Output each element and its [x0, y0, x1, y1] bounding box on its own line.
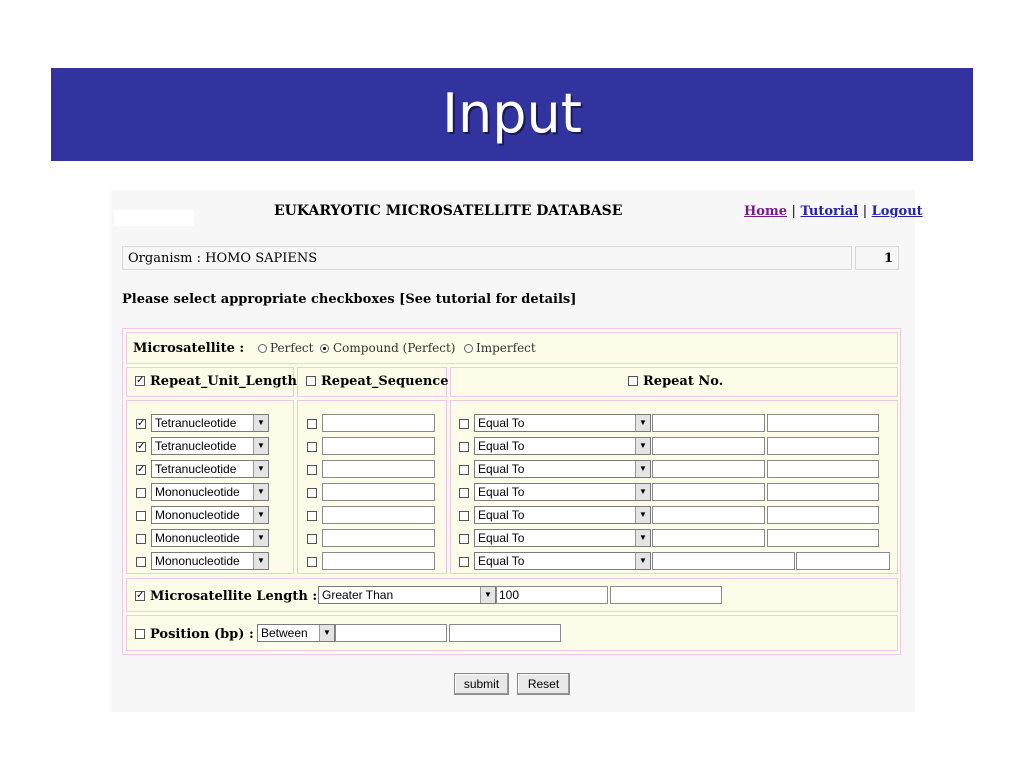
repeat-no-operator-select[interactable] — [474, 460, 651, 478]
position-from-input[interactable] — [335, 624, 447, 642]
repeat-sequence-row-checkbox[interactable] — [307, 419, 317, 429]
chevron-down-icon: ▼ — [253, 553, 268, 569]
chevron-down-icon: ▼ — [635, 530, 650, 546]
microsatellite-length-operator-select[interactable] — [318, 586, 496, 604]
repeat-sequence-input[interactable] — [322, 506, 435, 524]
repeat-no-operator-value: Equal To — [478, 508, 525, 522]
chevron-down-icon: ▼ — [635, 553, 650, 569]
repeat-unit-select[interactable] — [151, 460, 269, 478]
repeat-no-min-input[interactable] — [652, 483, 765, 501]
repeat-no-row-checkbox[interactable] — [459, 534, 469, 544]
repeat-unit-row-checkbox[interactable]: ✓ — [137, 418, 146, 429]
repeat-unit-row-checkbox[interactable] — [136, 488, 146, 498]
repeat-no-operator-select[interactable] — [474, 529, 651, 547]
repeat-no-operator-value: Equal To — [478, 439, 525, 453]
radio-compound-perfect[interactable] — [320, 344, 329, 353]
radio-compound-perfect-label: Compound (Perfect) — [333, 341, 456, 355]
repeat-no-operator-value: Equal To — [478, 485, 525, 499]
repeat-sequence-input[interactable] — [322, 552, 435, 570]
database-title: EUKARYOTIC MICROSATELLITE DATABASE — [274, 203, 623, 219]
radio-perfect[interactable] — [258, 344, 267, 353]
reset-button[interactable]: Reset — [517, 673, 570, 695]
chevron-down-icon: ▼ — [635, 507, 650, 523]
slide-banner — [51, 68, 973, 161]
repeat-no-max-input[interactable] — [767, 437, 879, 455]
microsatellite-length-label: Microsatellite Length : — [150, 589, 318, 604]
repeat-unit-select-value: Mononucleotide — [155, 554, 240, 568]
repeat-no-max-input[interactable] — [767, 506, 879, 524]
repeat-no-operator-value: Equal To — [478, 554, 525, 568]
chevron-down-icon: ▼ — [253, 438, 268, 454]
chevron-down-icon: ▼ — [480, 587, 495, 603]
repeat-unit-select-value: Mononucleotide — [155, 531, 240, 545]
radio-perfect-label: Perfect — [270, 341, 314, 355]
repeat-unit-select-value: Tetranucleotide — [155, 416, 237, 430]
organism-label: Organism : HOMO SAPIENS — [122, 246, 852, 270]
repeat-no-min-input[interactable] — [652, 506, 765, 524]
repeat-no-checkbox[interactable] — [628, 376, 638, 386]
chevron-down-icon: ▼ — [635, 438, 650, 454]
repeat-sequence-row-checkbox[interactable] — [307, 534, 317, 544]
nav-separator: | — [862, 204, 868, 219]
position-operator-value: Between — [261, 626, 308, 640]
repeat-no-max-input[interactable] — [767, 414, 879, 432]
position-to-input[interactable] — [449, 624, 561, 642]
repeat-unit-length-label: Repeat_Unit_Length — [150, 374, 298, 389]
repeat-unit-select-value: Mononucleotide — [155, 485, 240, 499]
repeat-sequence-input[interactable] — [322, 529, 435, 547]
chevron-down-icon: ▼ — [253, 530, 268, 546]
repeat-no-label: Repeat No. — [643, 374, 724, 389]
radio-imperfect-label: Imperfect — [476, 341, 536, 355]
chevron-down-icon: ▼ — [635, 461, 650, 477]
repeat-sequence-row-checkbox[interactable] — [307, 488, 317, 498]
repeat-no-operator-select[interactable] — [474, 552, 651, 570]
repeat-unit-select[interactable] — [151, 552, 269, 570]
home-link[interactable]: Home — [744, 204, 787, 219]
instructions-text: Please select appropriate checkboxes [See tutorial for details] — [122, 292, 577, 307]
repeat-sequence-row-checkbox[interactable] — [307, 442, 317, 452]
repeat-no-min-input[interactable] — [652, 437, 765, 455]
repeat-unit-row-checkbox[interactable] — [136, 534, 146, 544]
microsatellite-length-checkbox[interactable]: ✓ — [136, 590, 145, 601]
repeat-unit-select[interactable] — [151, 437, 269, 455]
repeat-no-operator-select[interactable] — [474, 437, 651, 455]
repeat-unit-select[interactable] — [151, 529, 269, 547]
repeat-no-max-input[interactable] — [767, 483, 879, 501]
repeat-sequence-input[interactable] — [322, 414, 435, 432]
repeat-no-row-checkbox[interactable] — [459, 511, 469, 521]
repeat-no-operator-select[interactable] — [474, 506, 651, 524]
repeat-no-max-input[interactable] — [796, 552, 890, 570]
chevron-down-icon: ▼ — [635, 484, 650, 500]
repeat-no-operator-value: Equal To — [478, 416, 525, 430]
repeat-unit-select[interactable] — [151, 506, 269, 524]
repeat-sequence-row-checkbox[interactable] — [307, 557, 317, 567]
repeat-unit-row-checkbox[interactable]: ✓ — [137, 464, 146, 475]
repeat-no-operator-value: Equal To — [478, 531, 525, 545]
repeat-unit-row-checkbox[interactable] — [136, 511, 146, 521]
repeat-sequence-input[interactable] — [322, 460, 435, 478]
repeat-sequence-input[interactable] — [322, 437, 435, 455]
repeat-no-min-input[interactable] — [652, 529, 765, 547]
repeat-sequence-label: Repeat_Sequence — [321, 374, 449, 389]
microsatellite-label: Microsatellite : — [133, 341, 245, 356]
submit-button[interactable]: submit — [454, 673, 509, 695]
repeat-unit-select[interactable] — [151, 414, 269, 432]
repeat-sequence-row-checkbox[interactable] — [307, 465, 317, 475]
chevron-down-icon: ▼ — [635, 415, 650, 431]
radio-imperfect[interactable] — [464, 344, 473, 353]
repeat-sequence-input[interactable] — [322, 483, 435, 501]
chevron-down-icon: ▼ — [253, 415, 268, 431]
position-label: Position (bp) : — [150, 627, 254, 642]
nav-links — [744, 204, 923, 219]
microsatellite-length-value2-input[interactable] — [610, 586, 722, 604]
nav-separator: | — [791, 204, 796, 219]
repeat-sequence-checkbox[interactable] — [306, 376, 316, 386]
repeat-unit-select-value: Tetranucleotide — [155, 439, 237, 453]
repeat-no-row-checkbox[interactable] — [459, 442, 469, 452]
repeat-no-max-input[interactable] — [767, 529, 879, 547]
repeat-no-operator-value: Equal To — [478, 462, 525, 476]
repeat-unit-row-checkbox[interactable]: ✓ — [137, 441, 146, 452]
repeat-no-row-checkbox[interactable] — [459, 488, 469, 498]
repeat-unit-select-value: Tetranucleotide — [155, 462, 237, 476]
repeat-unit-select[interactable] — [151, 483, 269, 501]
slide-title: Input — [442, 82, 582, 145]
repeat-no-min-input[interactable] — [652, 460, 765, 478]
position-operator-select[interactable] — [257, 624, 335, 642]
repeat-no-row-checkbox[interactable] — [459, 557, 469, 567]
repeat-unit-row-checkbox[interactable] — [136, 557, 146, 567]
repeat-no-row-checkbox[interactable] — [459, 465, 469, 475]
chevron-down-icon: ▼ — [253, 507, 268, 523]
repeat-sequence-row-checkbox[interactable] — [307, 511, 317, 521]
logout-link[interactable]: Logout — [871, 204, 923, 219]
chevron-down-icon: ▼ — [253, 484, 268, 500]
organism-number: 1 — [855, 246, 899, 270]
repeat-no-min-input[interactable] — [652, 414, 765, 432]
repeat-no-row-checkbox[interactable] — [459, 419, 469, 429]
chevron-down-icon: ▼ — [253, 461, 268, 477]
chevron-down-icon: ▼ — [319, 625, 334, 641]
repeat-no-operator-select[interactable] — [474, 483, 651, 501]
repeat-no-max-input[interactable] — [767, 460, 879, 478]
repeat-no-operator-select[interactable] — [474, 414, 651, 432]
microsatellite-length-operator-value: Greater Than — [322, 588, 394, 602]
position-checkbox[interactable] — [135, 629, 145, 639]
repeat-unit-select-value: Mononucleotide — [155, 508, 240, 522]
microsatellite-length-value-input[interactable]: 100 — [496, 586, 608, 604]
logo-placeholder — [114, 210, 194, 226]
repeat-no-min-input[interactable] — [652, 552, 795, 570]
tutorial-link[interactable]: Tutorial — [800, 204, 859, 219]
repeat-unit-length-checkbox[interactable]: ✓ — [136, 375, 145, 386]
